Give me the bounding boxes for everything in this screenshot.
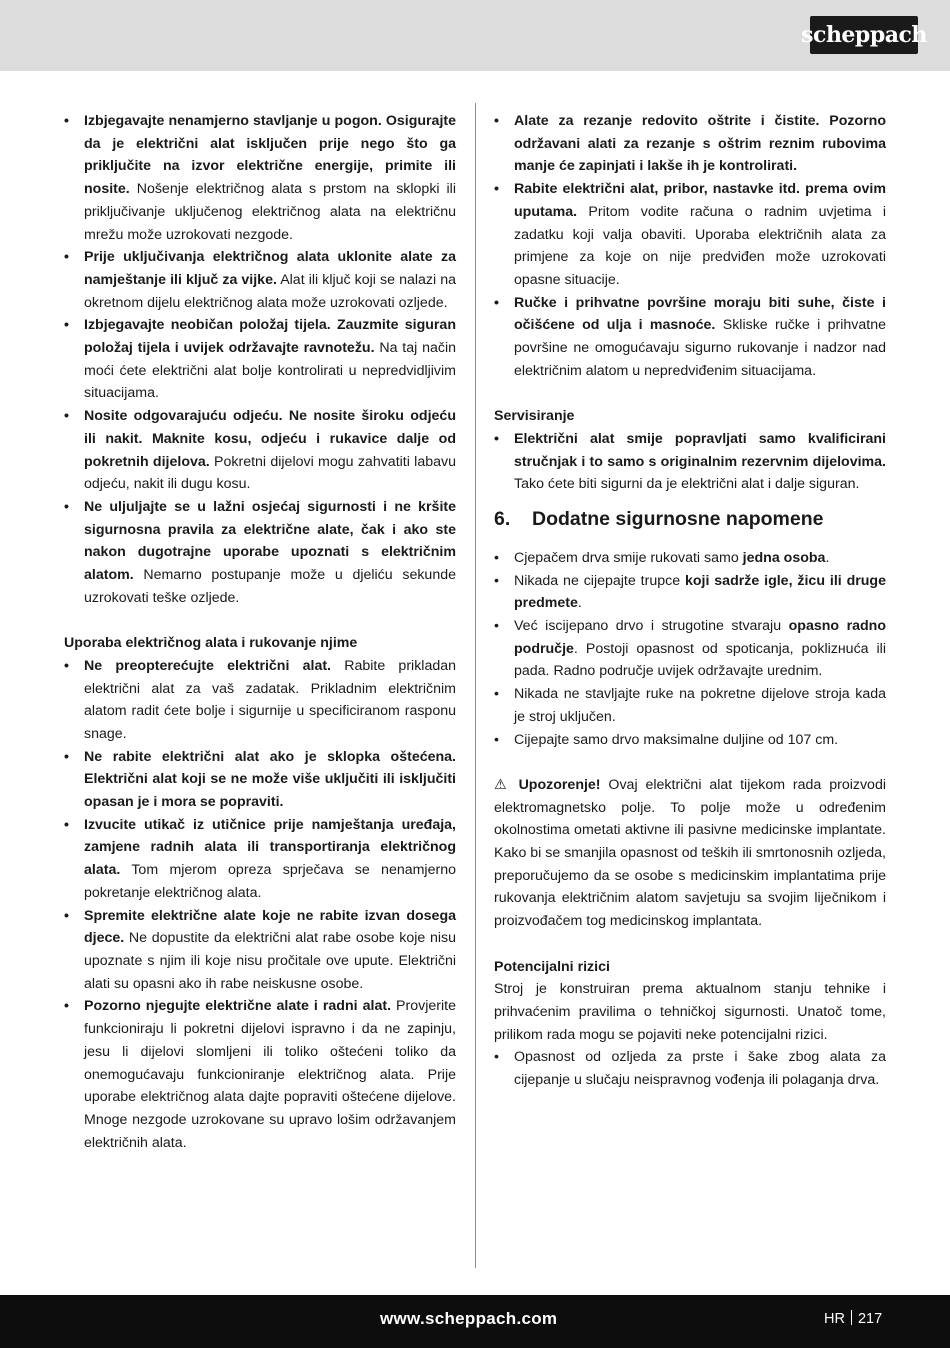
warning-paragraph: ⚠ Upozorenje! Ovaj električni alat tijekom rada proizvodi elektromagnetsko polje. To polje može u određenim okolnostima ometati aktivne ili pasivne medicinske implantate. Kako bi se smanjila opasnost od teških ili smrtonosnih ozljeda, preporučujemo da se osobe s medicinskim implantatima prije rukovanja električnim alatom savjetuju sa svojim liječnikom i proizvođačem tog medicinskog implantata.: [494, 776, 886, 930]
safety-list-tool-care: [494, 110, 886, 382]
list-item: • Cjepačem drva smije rukovati samo jedna osoba.: [494, 547, 886, 570]
list-item: • Ne rabite električni alat ako je sklopka oštećena. Električni alat koji se ne može više uključiti ili isključiti opasan je i mora se popraviti.: [64, 746, 456, 814]
list-item: • Izbjegavajte neobičan položaj tijela. Zauzmite siguran položaj tijela i uvijek održavajte ravnotežu. Na taj način moći ćete električni alat bolje kontrolirati u nepredvidljivim situacijama.: [64, 314, 456, 405]
bullet-icon: •: [64, 816, 69, 833]
bullet-icon: •: [494, 731, 499, 748]
list-item: • Električni alat smije popravljati samo kvalificirani stručnjak i to samo s originalnim rezervnim dijelovima. Tako ćete biti sigurni da je električni alat i dalje siguran.: [494, 428, 886, 496]
list-item: • Nikada ne stavljajte ruke na pokretne dijelove stroja kada je stroj uključen.: [494, 683, 886, 728]
bullet-icon: •: [64, 998, 69, 1015]
bullet-icon: •: [64, 748, 69, 765]
page-number: 217: [857, 1311, 883, 1327]
list-item: • Ručke i prihvatne površine moraju biti suhe, čiste i očišćene od ulja i masnoće. Skliske ručke i prihvatne površine ne omogućavaju sigurno rukovanje i nadzor nad električnim alatom u nepredviđenim situacijama.: [494, 292, 886, 383]
bullet-icon: •: [494, 113, 499, 129]
safety-list-tool-use: [64, 655, 456, 1154]
list-item: • Rabite električni alat, pribor, nastavke itd. prema ovim uputama. Pritom vodite računa o radnim uvjetima i zadatku koji valja obaviti. Uporaba električnih alata za primjene za koje on nije predviđen može uzrokovati opasne situacije.: [494, 178, 886, 292]
risks-paragraph: Stroj je konstruiran prema aktualnom stanju tehnike i prihvaćenim pravilima o tehničkoj sigurnosti. Unatoč tome, prilikom rada mogu se pojaviti neke potencijalni rizici.: [494, 981, 886, 1043]
bullet-icon: •: [494, 686, 499, 703]
section-title: Dodatne sigurnosne napomene: [532, 507, 824, 530]
footer-website-link[interactable]: www.scheppach.com: [380, 1309, 558, 1328]
subheading-tool-use: Uporaba električnog alata i rukovanje njime: [64, 635, 358, 652]
service-list: [494, 428, 886, 496]
safety-list-personal: [64, 110, 456, 609]
bullet-icon: •: [64, 249, 69, 266]
list-item: • Prije uključivanja električnog alata uklonite alate za namještanje ili ključ za vijke. Alat ili ključ koji se nalazi na okretnom dijelu električnog alata može uzrokovati ozljede.: [64, 246, 456, 314]
subheading-risks: Potencijalni rizici: [494, 958, 610, 975]
list-item: • Pozorno njegujte električne alate i radni alat. Provjerite funkcioniraju li pokretni dijelovi ispravno i da ne zapinju, jesu li dijelovi slomljeni ili toliko oštećeni toliko da onemogućavaju funkcioniranje električnog alata. Prije uporabe električnog alata dajte popraviti oštećene dijelove. Mnoge nezgode uzrokovane su upravo lošim održavanjem električnih alata.: [64, 995, 456, 1154]
list-item: • Ne uljuljajte se u lažni osjećaj sigurnosti i ne kršite sigurnosna pravila za električne alate, čak i ako ste nakon dugotrajne uporabe upoznati s električnim alatom. Nemarno postupanje može u djeliću sekunde uzrokovati teške ozljede.: [64, 496, 456, 610]
bullet-icon: •: [494, 181, 499, 198]
bullet-icon: •: [494, 572, 499, 589]
list-item: • Nosite odgovarajuću odjeću. Ne nosite široku odjeću ili nakit. Maknite kosu, odjeću i rukavice dalje od pokretnih dijelova. Pokretni dijelovi mogu zahvatiti labavu odjeću, nakit ili dugu kosu.: [64, 405, 456, 496]
list-item: • Izvucite utikač iz utičnice prije namještanja uređaja, zamjene radnih alata ili transportiranja električnog alata. Tom mjerom opreza sprječava se nenamjerno pokretanje električnog alata.: [64, 814, 456, 905]
bullet-icon: •: [64, 907, 69, 924]
bullet-icon: •: [64, 317, 69, 334]
bullet-icon: •: [494, 549, 499, 566]
subheading-service: Servisiranje: [494, 408, 575, 425]
bullet-icon: •: [64, 657, 69, 674]
risks-list: [494, 1046, 886, 1091]
warning-triangle-icon: ⚠: [494, 776, 511, 793]
list-item: • Ne preopterećujte električni alat. Rabite prikladan električni alat za vaš zadatak. Prikladnim električnim alatom radit ćete bolje i sigurnije u specificiranom rasponu snage.: [64, 655, 456, 746]
left-column: [64, 110, 456, 1154]
separator: [851, 1310, 852, 1325]
right-column: [494, 110, 886, 1092]
bullet-icon: •: [64, 498, 69, 515]
bullet-icon: •: [494, 294, 499, 311]
list-item: • Nikada ne cijepajte trupce koji sadrže igle, žicu ili druge predmete.: [494, 570, 886, 615]
section-heading: [494, 505, 886, 533]
list-item: • Spremite električne alate koje ne rabite izvan dosega djece. Ne dopustite da električni alat rabe osobe koje nisu upoznate s njim ili koje nisu pročitale ove upute. Električni alati su opasni ako ih rabe neiskusne osobe.: [64, 905, 456, 996]
bullet-icon: •: [494, 430, 499, 447]
additional-safety-list: [494, 547, 886, 751]
bullet-icon: •: [64, 113, 69, 129]
language-code: HR: [824, 1311, 845, 1327]
list-item: • Opasnost od ozljeda za prste i šake zbog alata za cijepanje u slučaju neispravnog vođenja ili polaganja drva.: [494, 1046, 886, 1091]
warning-label: Upozorenje!: [518, 776, 601, 793]
list-item: • Već iscijepano drvo i strugotine stvaraju opasno radno područje. Postoji opasnost od spoticanja, poklizнuća ili pada. Radno područje uvijek održavajte urednim.: [494, 615, 886, 683]
bullet-icon: •: [494, 1049, 499, 1066]
footer: [0, 1295, 950, 1348]
scheppach-logo: scheppach: [810, 16, 918, 54]
bullet-icon: •: [64, 408, 69, 425]
column-divider: [475, 103, 476, 1268]
list-item: • Izbjegavajte nenamjerno stavljanje u pogon. Osigurajte da je električni alat isključen prije nego što ga priključite na izvor električne energije, primite ili nosite. Nošenje električnog alata s prstom na sklopki ili priključivanje uključenog električnog alata na električnu mrežu može uzrokovati nezgode.: [64, 110, 456, 246]
page-indicator: [824, 1310, 882, 1327]
list-item: • Alate za rezanje redovito oštrite i čistite. Pozorno održavani alati za rezanje s oštrim reznim rubovima manje će zapinjati i lakše ih je kontrolirati.: [494, 110, 886, 178]
bullet-icon: •: [494, 618, 499, 635]
list-item: • Cijepajte samo drvo maksimalne duljine od 107 cm.: [494, 729, 886, 752]
section-number: 6.: [494, 507, 511, 530]
